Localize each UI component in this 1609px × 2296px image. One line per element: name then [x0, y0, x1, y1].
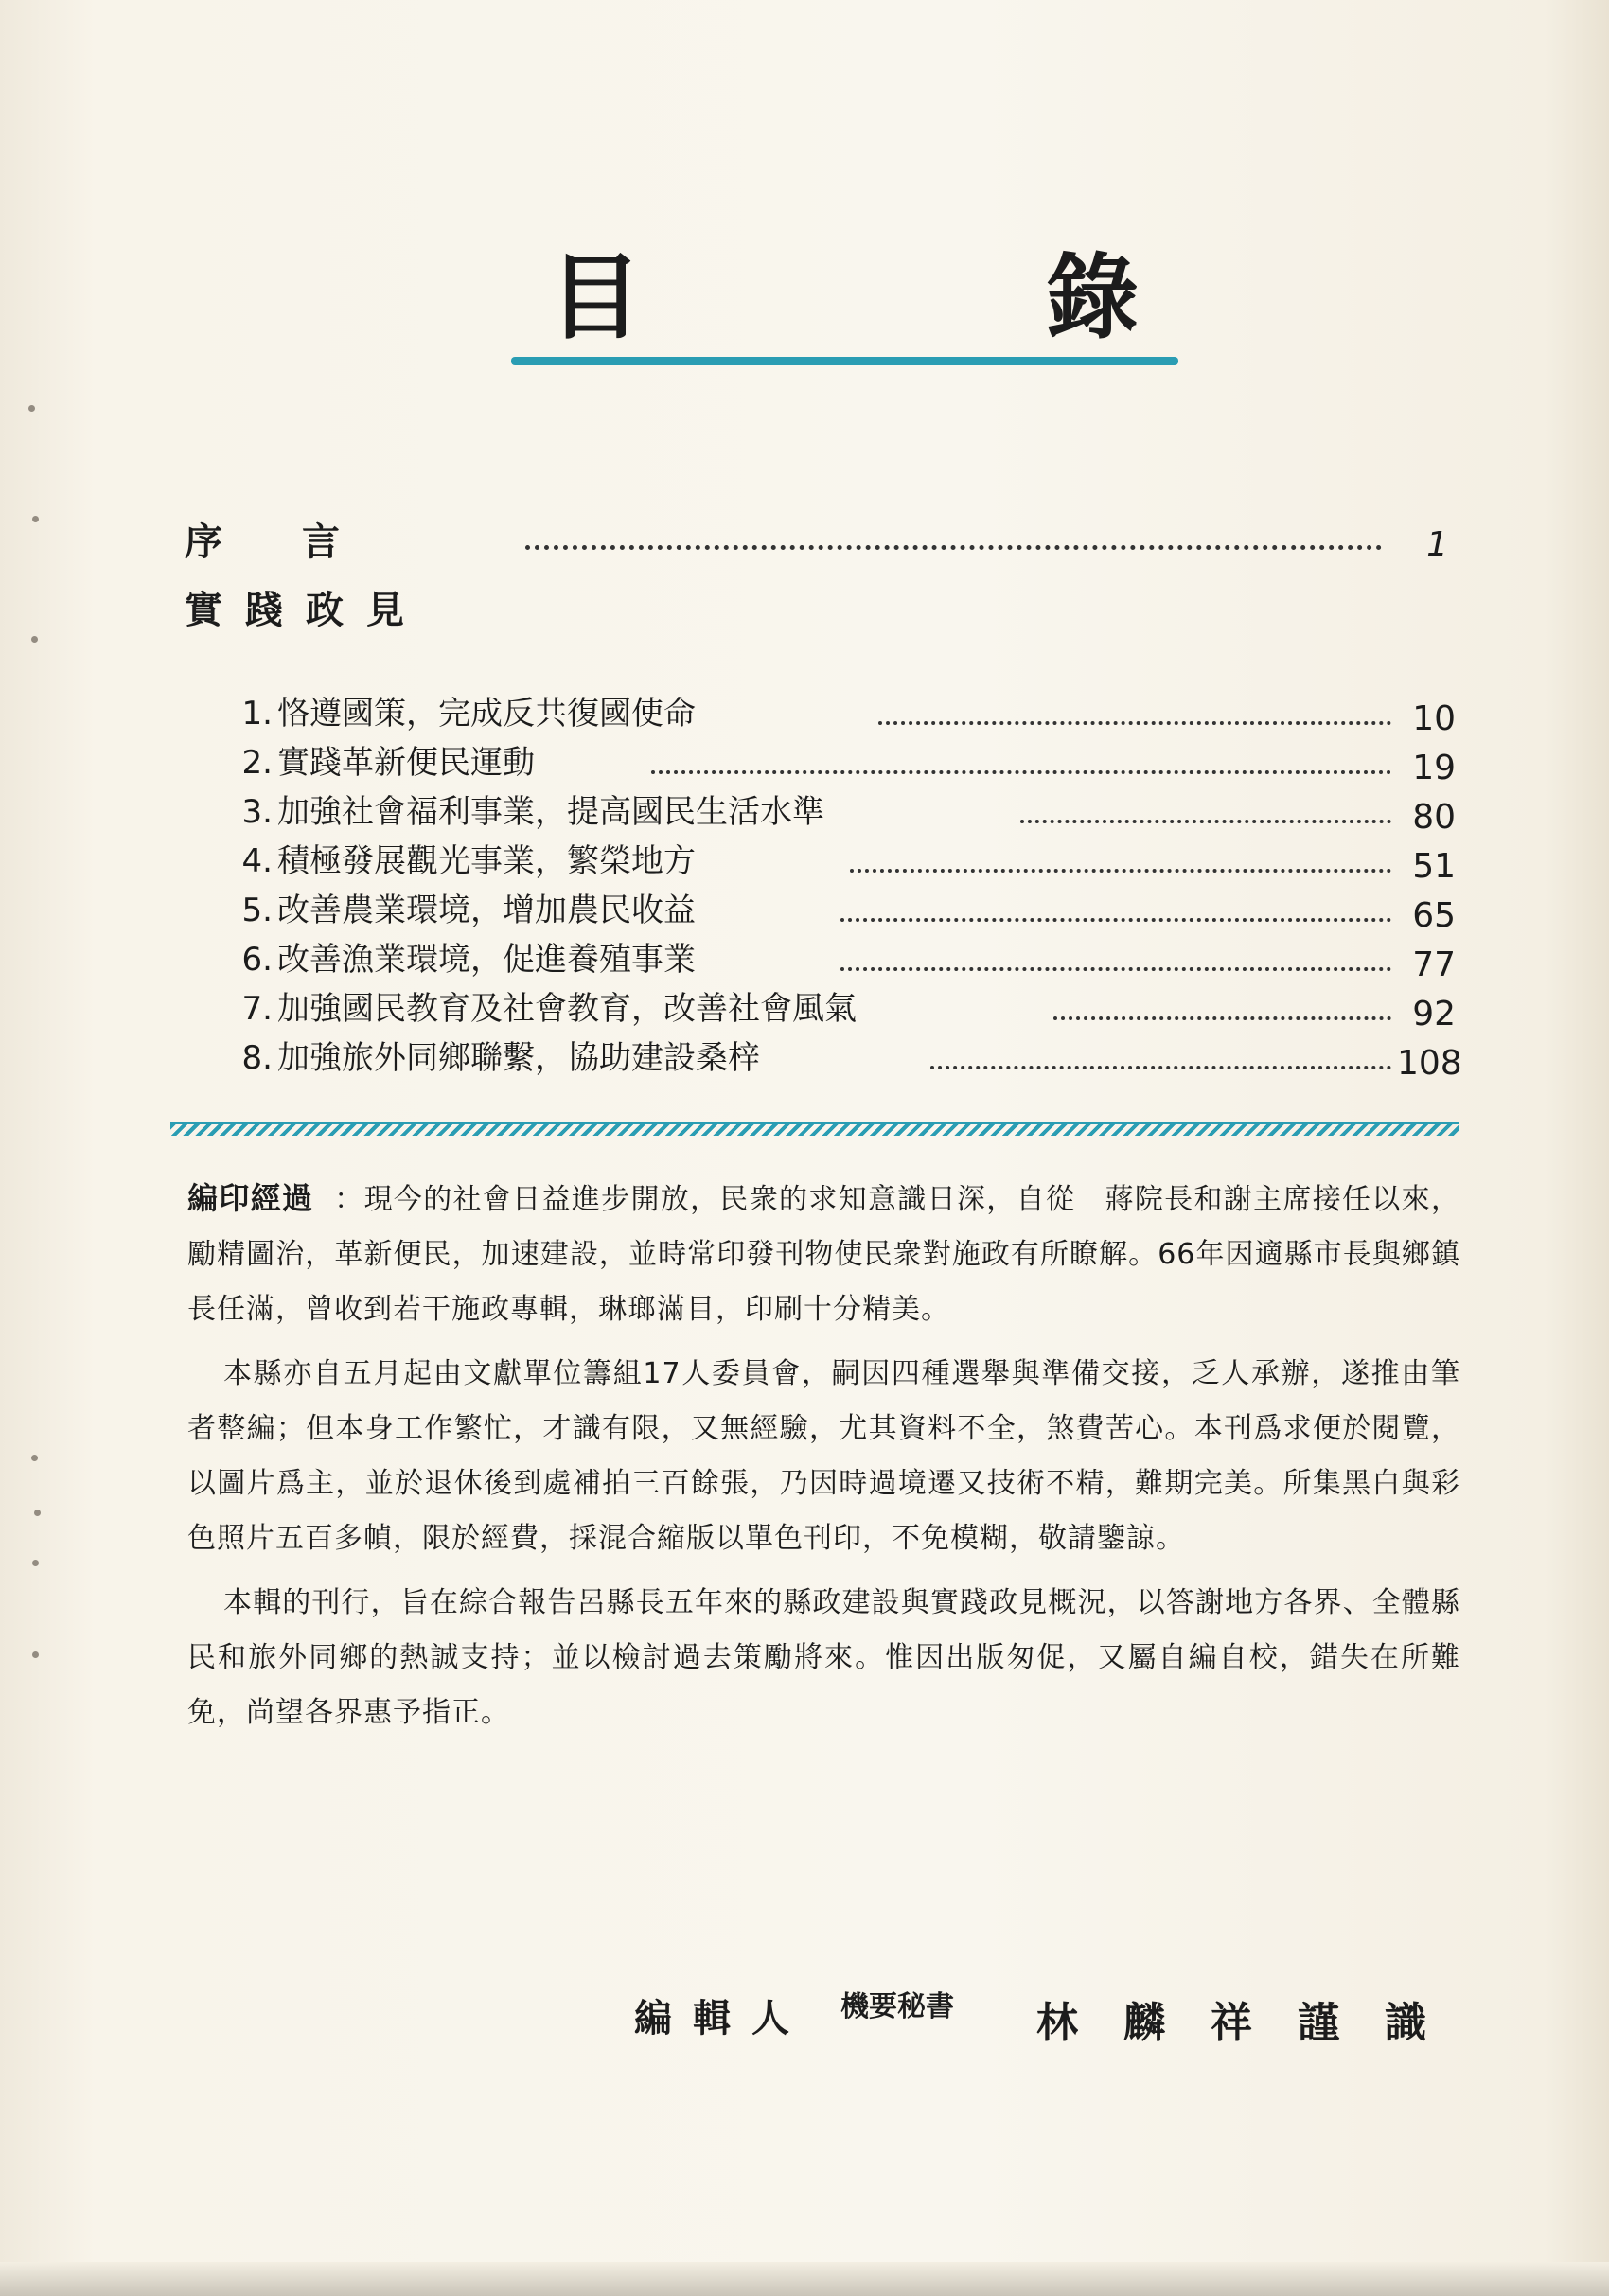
title-underline [511, 357, 1178, 365]
toc-item-title: 加強旅外同鄉聯繫，協助建設桑梓 [277, 1039, 760, 1077]
toc-item-title: 加強社會福利事業，提高國民生活水準 [277, 793, 824, 831]
toc-item-number: 5. [241, 892, 273, 929]
dot-leader [525, 539, 1382, 550]
toc-item-list [235, 689, 1462, 1083]
title-char-lu: 錄 [1046, 244, 1140, 352]
toc-item-page: 19 [1412, 749, 1456, 787]
toc-item-number: 6. [241, 941, 273, 979]
binding-hole-mark [28, 405, 35, 412]
toc-preface-row[interactable] [185, 519, 1448, 566]
signature-title: 機要秘書 [840, 1990, 954, 2023]
toc-item-number: 1. [241, 695, 273, 733]
toc-item-page: 108 [1397, 1044, 1462, 1083]
toc-item-page: 77 [1412, 945, 1456, 984]
toc-item[interactable] [235, 689, 1456, 738]
notes-paragraph: 本輯的刊行，旨在綜合報告呂縣長五年來的縣政建設與實踐政見概況，以答謝地方各界、全體縣民和旅外同鄉的熱誠支持；並以檢討過去策勵將來。惟因出版匆促，又屬自編自校，錯失在所難免，尚望各界惠予指正。 [187, 1586, 1460, 1729]
toc-item-title: 加強國民教育及社會教育，改善社會風氣 [277, 990, 857, 1028]
dot-leader [840, 914, 1391, 922]
binding-hole-mark [31, 1455, 38, 1461]
toc-item-title: 實踐革新便民運動 [277, 744, 535, 782]
title-char-mu: 目 [549, 244, 643, 352]
dot-leader [840, 963, 1391, 971]
toc-item-page: 65 [1412, 896, 1456, 935]
toc-item-number: 3. [241, 793, 273, 831]
toc-item-title: 積極發展觀光事業，繁榮地方 [277, 842, 696, 880]
section-divider [170, 1122, 1459, 1136]
toc-item[interactable] [235, 984, 1456, 1033]
dot-leader [850, 865, 1391, 873]
toc-item-page: 10 [1412, 699, 1456, 738]
notes-paragraph-text: ：現今的社會日益進步開放，民衆的求知意識日深，自從 蔣院長和謝主席接任以來，勵精圖治，革新便民，加速建設，並時常印發刊物使民衆對施政有所瞭解。66年因適縣市長與鄉鎮長任滿，曾收到若干施政專輯，琳瑯滿目，印刷十分精美。 [187, 1183, 1460, 1326]
editorial-notes [187, 1171, 1460, 1750]
notes-lead: 編印經過 [187, 1180, 314, 1216]
toc-item-title: 改善農業環境，增加農民收益 [277, 892, 696, 929]
dot-leader [651, 767, 1391, 774]
toc-item-title: 恪遵國策，完成反共復國使命 [277, 695, 696, 733]
toc-item-number: 4. [241, 842, 273, 880]
binding-hole-mark [32, 516, 39, 522]
toc-item[interactable] [235, 1033, 1462, 1083]
signature-name: 林麟祥謹識 [1036, 1999, 1472, 2047]
notes-paragraph [187, 1171, 1460, 1337]
dot-leader [878, 717, 1391, 725]
toc-item-number: 8. [241, 1039, 273, 1077]
toc-item-number: 7. [241, 990, 273, 1028]
binding-hole-mark [34, 1510, 41, 1516]
toc-item[interactable] [235, 837, 1456, 886]
notes-paragraph: 本縣亦自五月起由文獻單位籌組17人委員會，嗣因四種選舉與準備交接，乏人承辦，遂推由筆者整編；但本身工作繁忙，才識有限，又無經驗，尤其資料不全，煞費苦心。本刊爲求便於閱覽，以圖片爲主，並於退休後到處補拍三百餘張，乃因時過境遷又技術不精，難期完美。所集黑白與彩色照片五百多幀，限於經費，採混合縮版以單色刊印，不免模糊，敬請鑒諒。 [187, 1357, 1460, 1555]
toc-item-number: 2. [241, 744, 273, 782]
binding-hole-mark [31, 636, 38, 643]
toc-item-page: 80 [1412, 798, 1456, 837]
toc-item[interactable] [235, 886, 1456, 935]
editor-signature [634, 1983, 1472, 2049]
toc-preface-label: 序 言 [185, 521, 361, 564]
dot-leader [1053, 1013, 1391, 1020]
binding-hole-mark [32, 1560, 39, 1566]
toc-item[interactable] [235, 738, 1456, 787]
dot-leader [1020, 816, 1391, 823]
toc-item-page: 51 [1412, 847, 1456, 886]
page-title [511, 241, 1183, 374]
toc-item[interactable] [235, 935, 1456, 984]
toc-item-title: 改善漁業環境，促進養殖事業 [277, 941, 696, 979]
toc-item-page: 92 [1412, 995, 1456, 1033]
page-edge-shadow [0, 2262, 1609, 2296]
binding-hole-mark [32, 1651, 39, 1658]
section-heading: 實踐政見 [185, 589, 427, 632]
dot-leader [930, 1062, 1391, 1069]
toc-item[interactable] [235, 787, 1456, 837]
toc-preface-page: 1 [1426, 525, 1448, 564]
signature-role: 編輯人 [634, 1997, 810, 2040]
